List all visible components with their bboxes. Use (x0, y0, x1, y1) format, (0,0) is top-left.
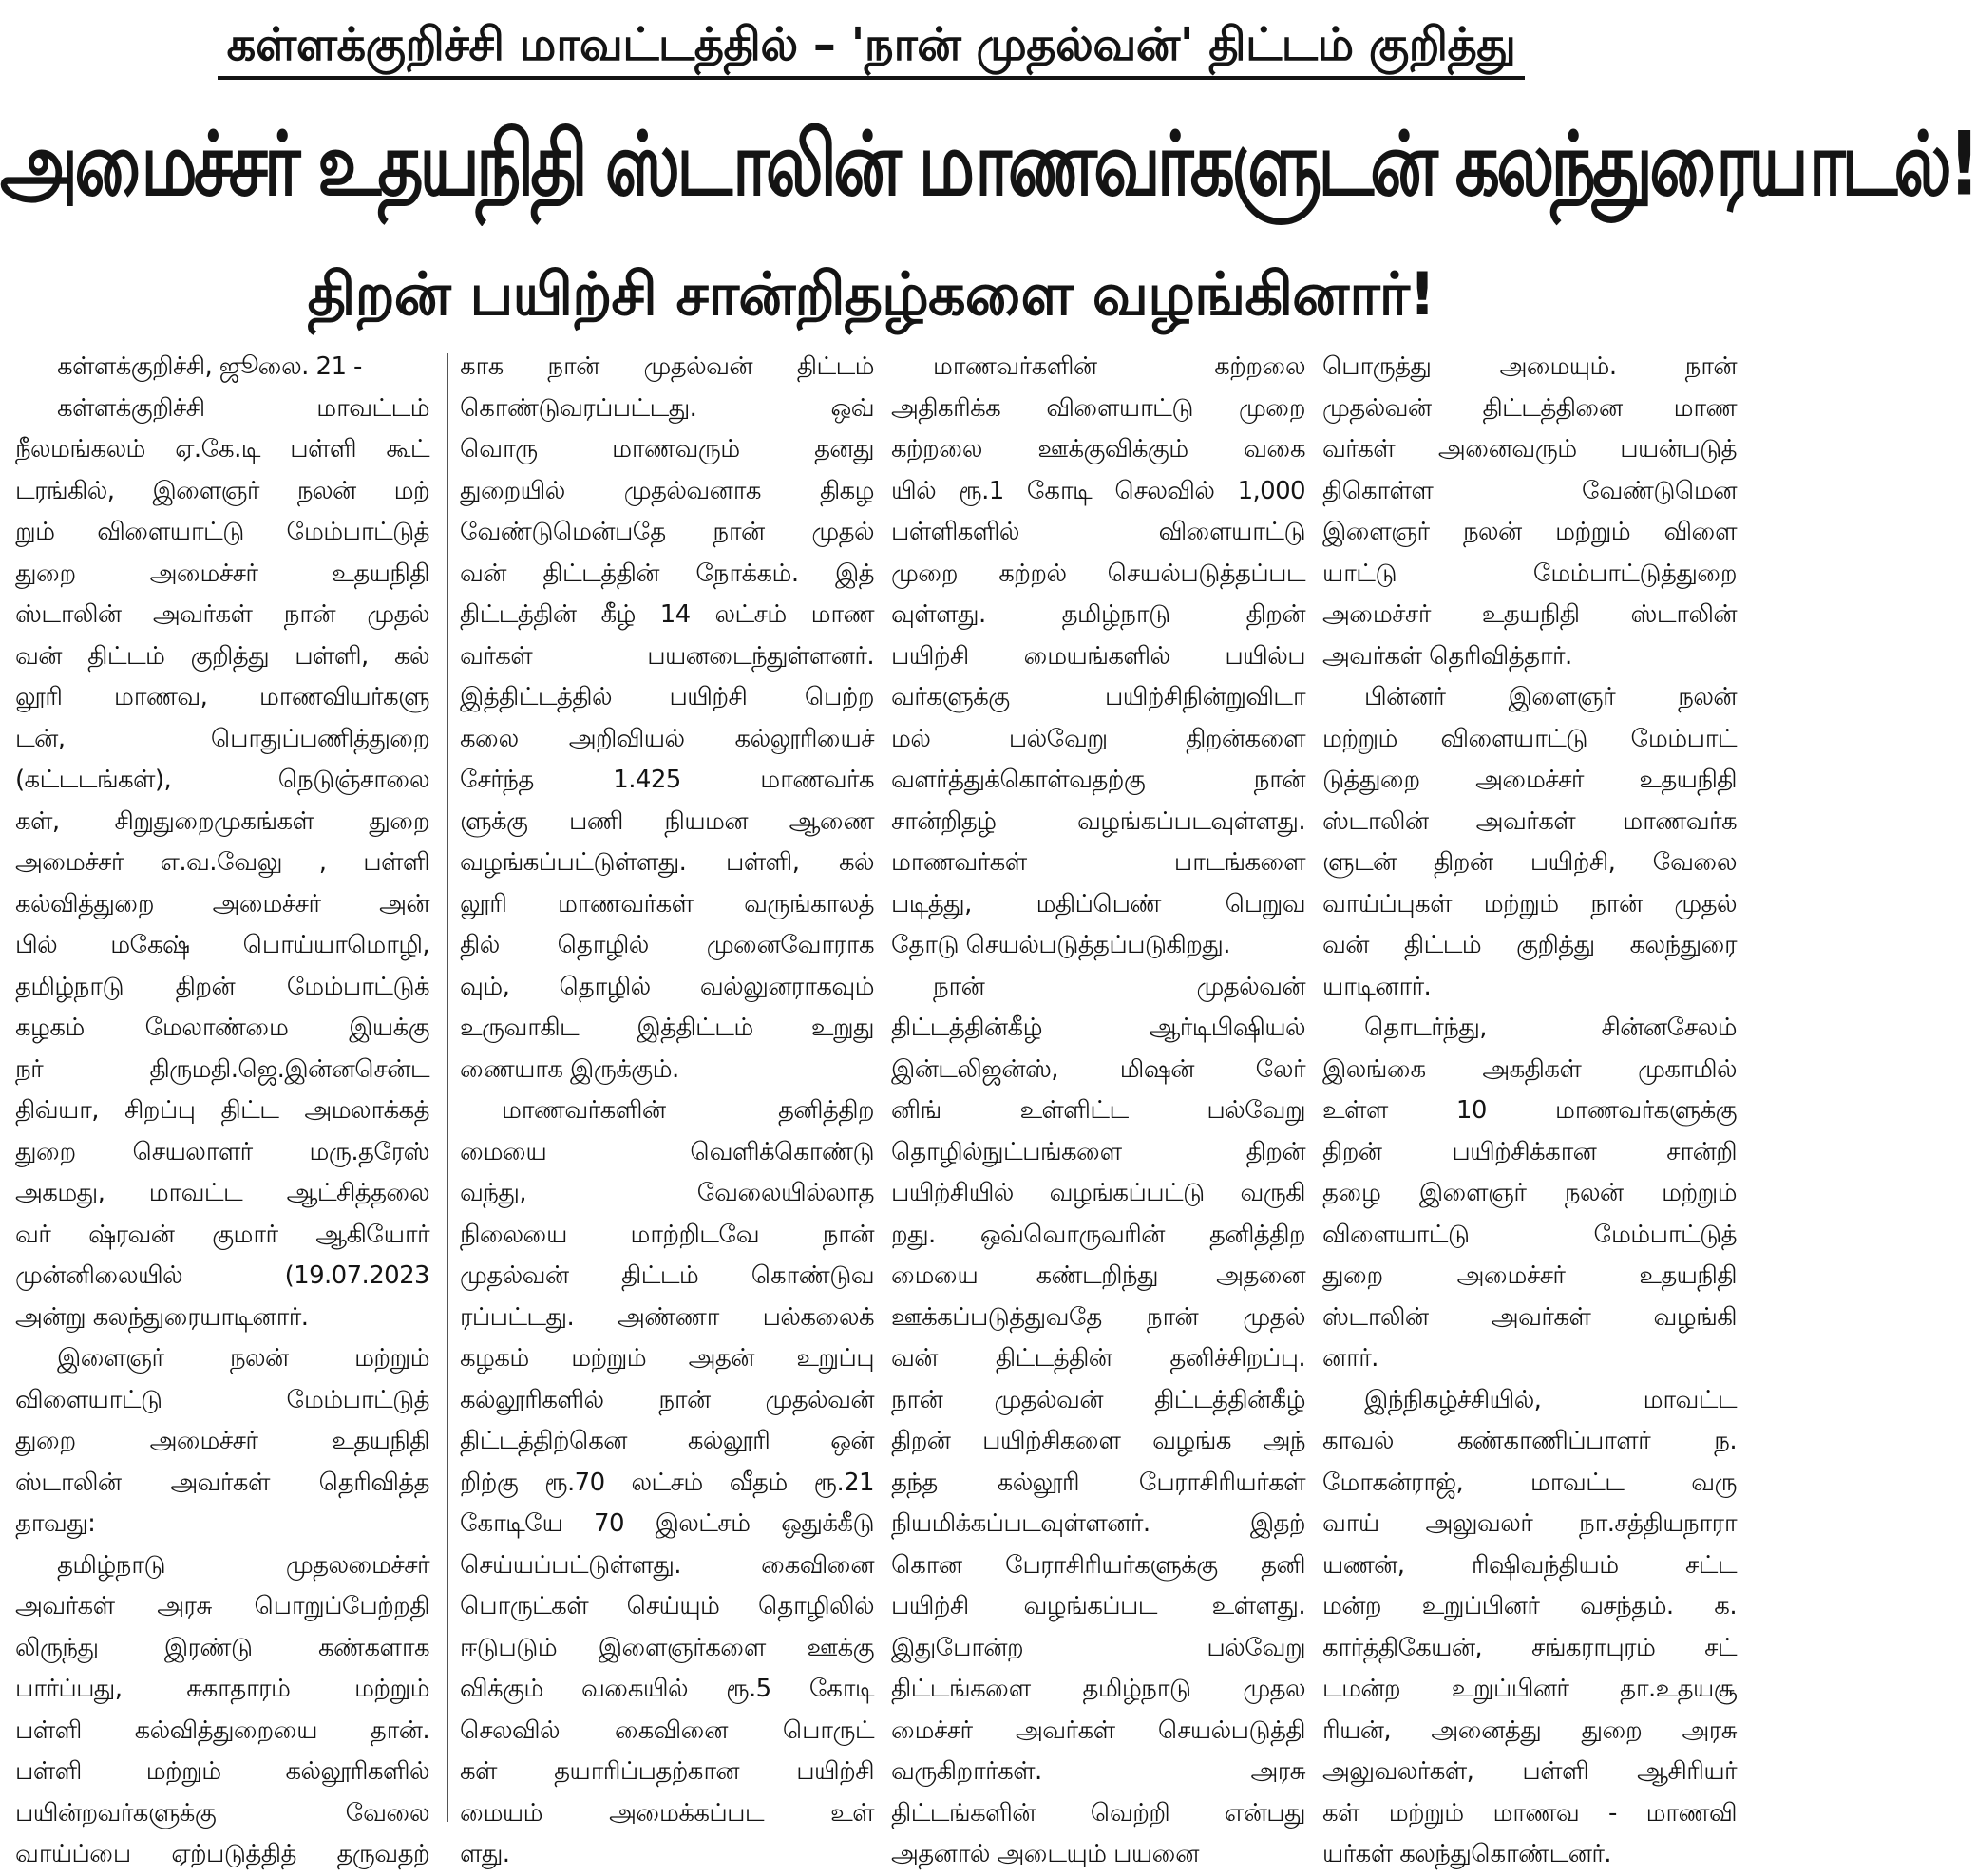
article-line: துறை செயலாளர் மரு.தரேஸ் (15, 1137, 429, 1166)
article-line: படித்து, மதிப்பெண் பெறுவ (891, 889, 1305, 919)
article-line: பள்ளிகளில் விளையாட்டு (891, 518, 1305, 546)
article-line: திவ்யா, சிறப்பு திட்ட அமலாக்கத் (15, 1096, 429, 1125)
article-line: ஸ்டாலின் அவர்கள் நான் முதல் (15, 600, 429, 629)
article-line: வொரு மாணவரும் தனது (460, 435, 874, 464)
article-line: பில் மகேஷ் பொய்யாமொழி, (15, 931, 429, 959)
article-line: இந்நிகழ்ச்சியில், மாவட்ட (1364, 1385, 1737, 1414)
article-column-4 (1322, 347, 1737, 1876)
article-line: இதுபோன்ற பல்வேறு (891, 1633, 1305, 1662)
article-line: உள்ள 10 மாணவர்களுக்கு (1322, 1096, 1737, 1125)
article-line: ஈடுபடும் இளைஞர்களை ஊக்கு (460, 1633, 874, 1662)
article-line: தொடர்ந்து, சின்னசேலம் (1364, 1014, 1737, 1042)
article-line: வன் திட்டம் குறித்து கலந்துரை (1322, 931, 1737, 959)
article-line: வும், தொழில் வல்லுனராகவும் (460, 972, 874, 1001)
article-line: மாணவர்களின் தனித்திற (502, 1096, 874, 1125)
article-line: கொண்டுவரப்பட்டது. ஒவ் (460, 393, 874, 423)
article-line: மாணவர்கள் பாடங்களை (891, 848, 1305, 877)
article-line: மாணவர்களின் கற்றலை (933, 352, 1305, 381)
article-line: வன் திட்டத்தின் நோக்கம். இத் (460, 559, 874, 588)
article-line: கழகம் மற்றும் அதன் உறுப்பு (460, 1344, 874, 1373)
article-line: அதிகரிக்க விளையாட்டு முறை (891, 393, 1305, 423)
article-line: கார்த்திகேயன், சங்கராபுரம் சட் (1322, 1633, 1737, 1662)
article-line: வர் ஷ்ரவன் குமார் ஆகியோர் (15, 1220, 429, 1249)
article-line: அன்று கலந்துரையாடினார். (15, 1302, 309, 1332)
article-line: வாய்ப்பை ஏற்படுத்தித் தருவதற் (15, 1840, 429, 1868)
article-line: லூரி மாணவர்கள் வருங்காலத் (460, 889, 874, 919)
article-line: மன்ற உறுப்பினர் வசந்தம். க. (1322, 1592, 1737, 1620)
article-line: பின்னர் இளைஞர் நலன் (1364, 683, 1737, 711)
article-line: ஸ்டாலின் அவர்கள் தெரிவித்த (15, 1468, 429, 1497)
article-line: நான் முதல்வன் திட்டத்தின்கீழ் (891, 1385, 1305, 1414)
article-line: முதல்வன் திட்டம் கொண்டுவ (460, 1261, 874, 1290)
article-line: னிங் உள்ளிட்ட பல்வேறு (891, 1096, 1305, 1125)
article-line: வேண்டுமென்பதே நான் முதல் (460, 518, 874, 546)
article-line: மோகன்ராஜ், மாவட்ட வரு (1322, 1468, 1737, 1497)
kicker-text: கள்ளக்குறிச்சி மாவட்டத்தில் – 'நான் முதல்வன்' திட்டம் குறித்து (218, 13, 1526, 80)
article-line: ரப்பட்டது. அண்ணா பல்கலைக் (460, 1302, 874, 1332)
article-line: பயிற்சியில் வழங்கப்பட்டு வருகி (891, 1179, 1305, 1207)
article-line: சேர்ந்த 1.425 மாணவர்க (460, 766, 874, 794)
article-line: திட்டத்தின் கீழ் 14 லட்சம் மாண (460, 600, 874, 629)
article-line: மற்றும் விளையாட்டு மேம்பாட் (1322, 724, 1737, 753)
subheadline: திறன் பயிற்சி சான்றிதழ்களை வழங்கினார்! (307, 259, 1435, 329)
article-line: காவல் கண்காணிப்பாளர் ந. (1322, 1427, 1737, 1455)
article-line: நிலையை மாற்றிடவே நான் (460, 1220, 874, 1249)
article-line: தோடு செயல்படுத்தப்படுகிறது. (891, 931, 1230, 959)
article-line: திட்டத்திற்கென கல்லூரி ஒன் (460, 1427, 874, 1455)
article-line: கலை அறிவியல் கல்லூரியைச் (460, 724, 874, 753)
article-line: வன் திட்டத்தின் தனிச்சிறப்பு. (891, 1344, 1305, 1373)
article-line: ளது. (460, 1840, 510, 1868)
kicker-line (0, 13, 1742, 80)
article-line: இத்திட்டத்தில் பயிற்சி பெற்ற (460, 683, 874, 711)
article-line: துறை அமைச்சர் உதயநிதி (15, 1427, 429, 1455)
article-line: இளைஞர் நலன் மற்றும் விளை (1322, 518, 1737, 546)
article-line: அதனால் அடையும் பயனை (891, 1840, 1199, 1868)
article-line: மல் பல்வேறு திறன்களை (891, 724, 1305, 753)
article-line: கள் மற்றும் மாணவ - மாணவி (1322, 1798, 1737, 1828)
article-line: ஊக்கப்படுத்துவதே நான் முதல் (891, 1302, 1305, 1332)
article-line: றது. ஒவ்வொருவரின் தனித்திற (891, 1220, 1305, 1249)
article-line: (கட்டடங்கள்), நெடுஞ்சாலை (15, 766, 429, 794)
article-line: னார். (1322, 1344, 1378, 1373)
article-line: கள் தயாரிப்பதற்கான பயிற்சி (460, 1757, 874, 1786)
article-line: திட்டத்தின்கீழ் ஆர்டிபிஷியல் (891, 1014, 1305, 1042)
article-line: அமைச்சர் உதயநிதி ஸ்டாலின் (1322, 600, 1737, 629)
article-line: துறை அமைச்சர் உதயநிதி (15, 559, 429, 588)
article-line: கல்லூரிகளில் நான் முதல்வன் (460, 1385, 874, 1414)
article-line: கள், சிறுதுறைமுகங்கள் துறை (15, 806, 429, 836)
article-line: தமிழ்நாடு திறன் மேம்பாட்டுக் (15, 972, 429, 1001)
article-line: முன்னிலையில் (19.07.2023 (15, 1261, 429, 1290)
article-line: அவர்கள் அரசு பொறுப்பேற்றதி (15, 1592, 429, 1620)
article-line: ளுடன் திறன் பயிற்சி, வேலை (1322, 848, 1737, 877)
article-line: நீலமங்கலம் ஏ.கே.டி பள்ளி கூட் (15, 435, 429, 464)
article-line: டுத்துறை அமைச்சர் உதயநிதி (1322, 766, 1737, 794)
article-line: யர்கள் கலந்துகொண்டனர். (1322, 1840, 1611, 1868)
article-line: றும் விளையாட்டு மேம்பாட்டுத் (15, 518, 429, 546)
article-line: திட்டங்களின் வெற்றி என்பது (891, 1798, 1305, 1828)
article-line: டமன்ற உறுப்பினர் தா.உதயசூ (1322, 1675, 1737, 1703)
article-line: பொருத்து அமையும். நான் (1322, 352, 1737, 381)
article-column-1 (15, 347, 429, 1876)
article-column-3 (891, 347, 1305, 1876)
article-line: விளையாட்டு மேம்பாட்டுத் (15, 1385, 429, 1414)
article-line: வர்கள் பயனடைந்துள்ளனர். (460, 641, 874, 671)
article-line: கள்ளக்குறிச்சி மாவட்டம் (57, 393, 429, 423)
article-line: உருவாகிட இத்திட்டம் உறுது (460, 1014, 874, 1042)
article-line: முறை கற்றல் செயல்படுத்தப்பட (891, 559, 1305, 588)
article-line: ரியன், அனைத்து துறை அரசு (1322, 1715, 1737, 1745)
article-line: விளையாட்டு மேம்பாட்டுத் (1322, 1220, 1737, 1249)
article-line: லிருந்து இரண்டு கண்களாக (15, 1633, 429, 1662)
article-line: விக்கும் வகையில் ரூ.5 கோடி (460, 1675, 874, 1703)
article-line: றிற்கு ரூ.70 லட்சம் வீதம் ரூ.21 (460, 1468, 874, 1497)
article-line: வர்கள் அனைவரும் பயன்படுத் (1322, 435, 1737, 464)
article-line: தாவது: (15, 1509, 96, 1538)
article-line: மையை வெளிக்கொண்டு (460, 1137, 874, 1166)
article-line: திட்டங்களை தமிழ்நாடு முதல (891, 1675, 1305, 1703)
article-line: அமைச்சர் எ.வ.வேலு , பள்ளி (15, 848, 429, 877)
article-line: வளர்த்துக்கொள்வதற்கு நான் (891, 766, 1305, 794)
article-line: இலங்கை அகதிகள் முகாமில் (1322, 1054, 1737, 1084)
article-line: நான் முதல்வன் (933, 972, 1305, 1001)
headline: அமைச்சர் உதயநிதி ஸ்டாலின் மாணவர்களுடன் கலந்துரையாடல்! (0, 113, 1977, 216)
article-line: வாய்ப்புகள் மற்றும் நான் முதல் (1322, 889, 1737, 919)
article-line: கற்றலை ஊக்குவிக்கும் வகை (891, 435, 1305, 464)
article-line: காக நான் முதல்வன் திட்டம் (460, 352, 874, 381)
article-line: துறையில் முதல்வனாக திகழ (460, 476, 874, 505)
article-line: மையம் அமைக்கப்பட உள் (460, 1798, 874, 1828)
article-line: வுள்ளது. தமிழ்நாடு திறன் (891, 600, 1305, 629)
article-line: தந்த கல்லூரி பேராசிரியர்கள் (891, 1468, 1305, 1497)
article-line: செலவில் கைவினை பொருட் (460, 1715, 874, 1745)
article-line: முதல்வன் திட்டத்தினை மாண (1322, 393, 1737, 423)
article-line: திகொள்ள வேண்டுமென (1322, 476, 1737, 505)
article-line: ளுக்கு பணி நியமன ஆணை (460, 806, 874, 836)
article-line: துறை அமைச்சர் உதயநிதி (1322, 1261, 1737, 1290)
article-line: ஸ்டாலின் அவர்கள் மாணவர்க (1322, 806, 1737, 836)
article-line: யணன், ரிஷிவந்தியம் சட்ட (1322, 1550, 1737, 1580)
article-line: கொன பேராசிரியர்களுக்கு தனி (891, 1550, 1305, 1580)
column-rule (447, 353, 448, 1822)
article-line: வர்களுக்கு பயிற்சிநின்றுவிடா (891, 683, 1305, 711)
article-line: பொருட்கள் செய்யும் தொழிலில் (460, 1592, 874, 1620)
article-line: தில் தொழில் முனைவோராக (460, 931, 874, 959)
article-line: நர் திருமதி.ஜெ.இன்னசென்ட (15, 1054, 429, 1084)
article-line: டன், பொதுப்பணித்துறை (15, 724, 429, 753)
article-line: பயின்றவர்களுக்கு வேலை (15, 1798, 429, 1828)
article-line: மைச்சர் அவர்கள் செயல்படுத்தி (891, 1715, 1305, 1745)
article-line: வருகிறார்கள். அரசு (891, 1757, 1305, 1786)
article-line: மையை கண்டறிந்து அதனை (891, 1261, 1305, 1290)
article-line: ஸ்டாலின் அவர்கள் வழங்கி (1322, 1302, 1737, 1332)
article-line: பள்ளி கல்வித்துறையை தான். (15, 1715, 429, 1745)
article-line: பார்ப்பது, சுகாதாரம் மற்றும் (15, 1675, 429, 1703)
article-line: தழை இளைஞர் நலன் மற்றும் (1322, 1179, 1737, 1207)
article-line: பள்ளி மற்றும் கல்லூரிகளில் (15, 1757, 429, 1786)
article-line: செய்யப்பட்டுள்ளது. கைவினை (460, 1550, 874, 1580)
article-line: திறன் பயிற்சிக்கான சான்றி (1322, 1137, 1737, 1166)
article-line: கள்ளக்குறிச்சி, ஜூலை. 21 - (57, 352, 362, 381)
article-line: பயிற்சி மையங்களில் பயில்ப (891, 641, 1305, 671)
article-line: யில் ரூ.1 கோடி செலவில் 1,000 (891, 476, 1305, 505)
article-line: யாட்டு மேம்பாட்டுத்துறை (1322, 559, 1737, 588)
article-line: இளைஞர் நலன் மற்றும் (57, 1344, 429, 1373)
article-line: ணையாக இருக்கும். (460, 1054, 679, 1084)
article-line: வழங்கப்பட்டுள்ளது. பள்ளி, கல் (460, 848, 874, 877)
article-line: வந்து, வேலையில்லாத (460, 1179, 874, 1207)
article-line: அவர்கள் தெரிவித்தார். (1322, 641, 1572, 671)
article-line: வன் திட்டம் குறித்து பள்ளி, கல் (15, 641, 429, 671)
article-line: தமிழ்நாடு முதலமைச்சர் (57, 1550, 429, 1580)
article-line: பயிற்சி வழங்கப்பட உள்ளது. (891, 1592, 1305, 1620)
article-line: கழகம் மேலாண்மை இயக்கு (15, 1014, 429, 1042)
article-line: சான்றிதழ் வழங்கப்படவுள்ளது. (891, 806, 1305, 836)
article-line: கல்வித்துறை அமைச்சர் அன் (15, 889, 429, 919)
article-line: லூரி மாணவ, மாணவியர்களு (15, 683, 429, 711)
article-line: டரங்கில், இளைஞர் நலன் மற் (15, 476, 429, 505)
article-line: அலுவலர்கள், பள்ளி ஆசிரியர் (1322, 1757, 1737, 1786)
article-line: அகமது, மாவட்ட ஆட்சித்தலை (15, 1179, 429, 1207)
article-line: தொழில்நுட்பங்களை திறன் (891, 1137, 1305, 1166)
article-line: நியமிக்கப்படவுள்ளனர். இதற் (891, 1509, 1305, 1538)
article-line: கோடியே 70 இலட்சம் ஒதுக்கீடு (460, 1509, 874, 1538)
article-column-2 (460, 347, 874, 1876)
article-line: திறன் பயிற்சிகளை வழங்க அந் (891, 1427, 1305, 1455)
article-line: யாடினார். (1322, 972, 1432, 1001)
article-line: வாய் அலுவலர் நா.சத்தியநாரா (1322, 1509, 1737, 1538)
article-line: இன்டலிஜன்ஸ், மிஷன் லேர் (891, 1054, 1305, 1084)
